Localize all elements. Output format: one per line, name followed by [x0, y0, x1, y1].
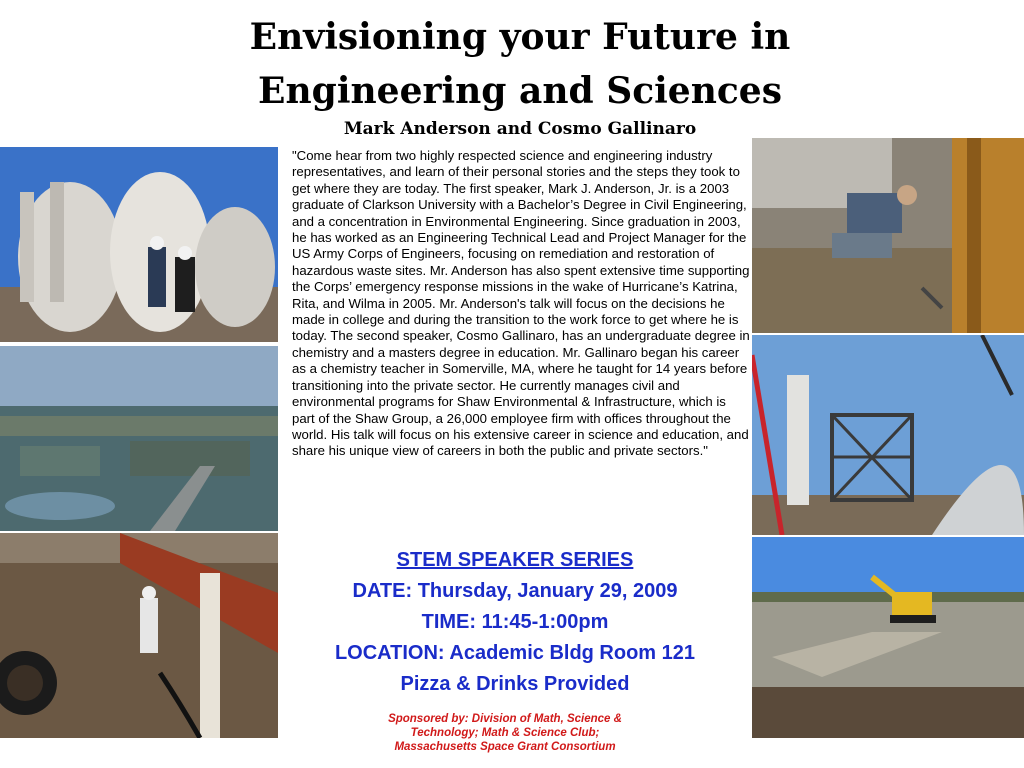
series-title: STEM SPEAKER SERIES [396, 549, 634, 571]
excavator-site-photo [752, 537, 1024, 738]
poster-title [150, 10, 890, 118]
event-date: DATE: Thursday, January 29, 2009 [352, 580, 678, 602]
sponsor-line-1: Sponsored by: Division of Math, Science & [388, 713, 622, 725]
speakers-subtitle: Mark Anderson and Cosmo Gallinaro [343, 119, 697, 139]
event-time: TIME: 11:45-1:00pm [421, 611, 609, 633]
event-location: LOCATION: Academic Bldg Room 121 [334, 642, 696, 664]
industrial-site-photo [752, 335, 1024, 535]
flooded-city-photo [0, 346, 278, 531]
title-line-2: Engineering and Sciences [258, 70, 782, 112]
treatment-plant-photo [0, 147, 278, 342]
event-details [280, 545, 750, 700]
event-food: Pizza & Drinks Provided [400, 673, 630, 695]
speaker-description: "Come hear from two highly respected science and engineering industry representatives, and learn of their personal stories and the steps they took to get where they are today. The first speaker, Mark J. Anderson, Jr. is a 2003 graduate of Clarkson University with a Bachelor’s Degree in Civil Engineering, and a concentration in Environmental Engineering. Since graduation in 2003, he has worked as an Engineering Technical Lead and Project Manager for the US Army Corps of Engineers, focusing on remediation and restoration of hazardous waste sites. Mr. Anderson has also spent extensive time supporting the Corps’ emergency response missions in the wake of Hurricane’s Katrina, Rita, and Wilma in 2005. Mr. Anderson's talk will focus on the decisions he made in college and during the transition to the work force to get where he is today. The second speaker, Cosmo Gallinaro, has an undergraduate degree in chemistry and a masters degree in education. Mr. Gallinaro began his career as a chemistry teacher in Somerville, MA, where he taught for 14 years before transitioning into the private sector. He currently manages civil and environmental programs for Shaw Environmental & Infrastructure, which is part of the Shaw Group, a 26,000 employee firm with offices throughout the world. His talk will focus on his extensive career in science and education, and share his unique view of careers in both the public and private sectors." [292, 148, 750, 459]
title-line-1: Envisioning your Future in [249, 16, 791, 58]
excavation-trench-photo [0, 533, 278, 738]
sponsor-line-2: Technology; Math & Science Club; [410, 727, 600, 739]
soil-sampling-photo [752, 138, 1024, 333]
sponsor-credit [355, 712, 655, 754]
sponsor-line-3: Massachusetts Space Grant Consortium [394, 741, 616, 753]
